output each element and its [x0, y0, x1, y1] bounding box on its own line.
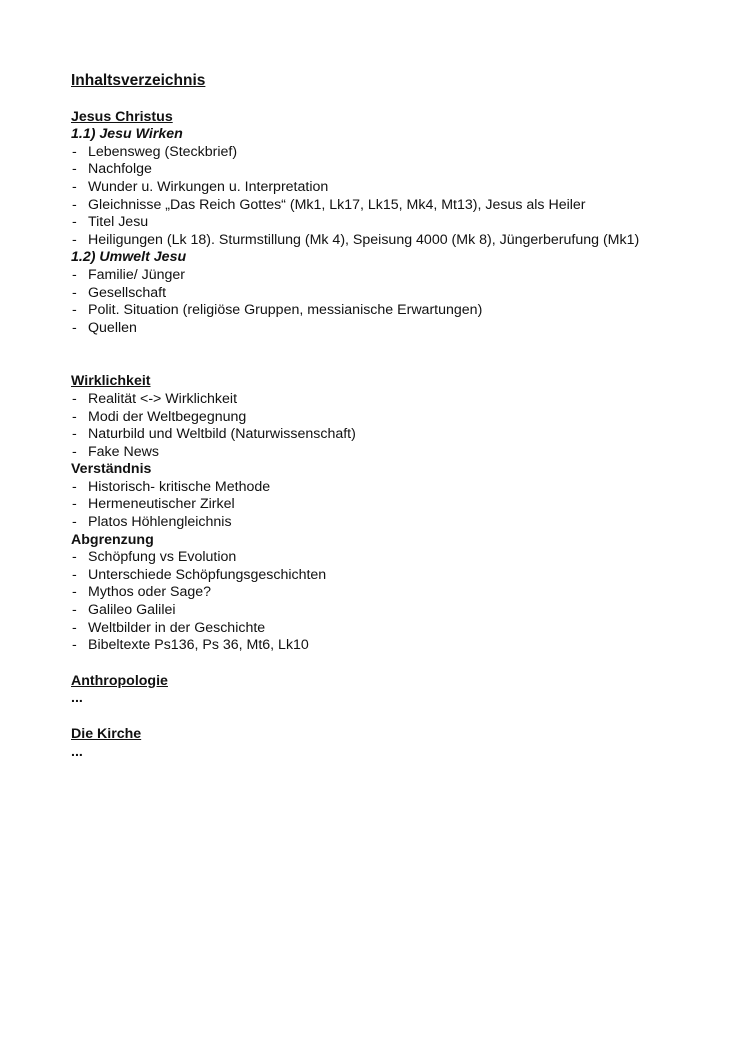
dash-bullet: -: [72, 390, 77, 407]
dash-bullet: -: [72, 284, 77, 301]
dash-bullet: -: [72, 161, 77, 178]
dash-bullet: -: [72, 426, 77, 443]
dash-bullet: -: [72, 443, 77, 460]
dash-bullet: -: [72, 143, 77, 160]
dash-bullet: -: [72, 266, 77, 283]
dash-bullet: -: [72, 619, 77, 636]
list-item: - Naturbild und Weltbild (Naturwissenschaft): [72, 426, 356, 443]
list-item: - Realität <-> Wirklichkeit: [72, 390, 238, 407]
subsection-heading-umwelt-jesu: 1.2) Umwelt Jesu: [71, 249, 187, 266]
dash-bullet: -: [72, 637, 77, 654]
list-item: - Galileo Galilei: [72, 602, 176, 619]
list-item: - Gesellschaft: [72, 284, 167, 301]
placeholder-ellipsis: ...: [71, 690, 83, 707]
list-item: - Heiligungen (Lk 18). Sturmstillung (Mk 4), Speisung 4000 (Mk 8), Jüngerberufung (Mk1): [72, 231, 640, 248]
section-heading-wirklichkeit: Wirklichkeit: [71, 373, 151, 390]
dash-bullet: -: [72, 549, 77, 566]
dash-bullet: -: [72, 214, 77, 231]
document-page: [71, 72, 711, 761]
list-item: - Unterschiede Schöpfungsgeschichten: [72, 566, 327, 583]
list-item: - Weltbilder in der Geschichte: [72, 619, 266, 636]
list-item: - Gleichnisse „Das Reich Gottes“ (Mk1, Lk17, Lk15, Mk4, Mt13), Jesus als Heiler: [72, 196, 586, 213]
list-item: - Schöpfung vs Evolution: [72, 549, 237, 566]
subsection-heading-verstaendnis: Verständnis: [71, 461, 152, 478]
section-heading-anthropologie: Anthropologie: [71, 672, 168, 689]
dash-bullet: -: [72, 478, 77, 495]
placeholder-ellipsis: ...: [71, 743, 83, 760]
section-jesus-christus: [71, 109, 711, 338]
section-anthropologie: [71, 673, 711, 708]
section-heading-die-kirche: Die Kirche: [71, 726, 142, 742]
list-item: - Hermeneutischer Zirkel: [72, 496, 235, 513]
list-item: - Familie/ Jünger: [72, 266, 185, 283]
section-die-kirche: [71, 726, 711, 761]
list-item: - Modi der Weltbegegnung: [72, 408, 247, 425]
spacer: [71, 708, 711, 726]
section-heading-jesus-christus: Jesus Christus: [71, 108, 173, 125]
dash-bullet: -: [72, 566, 77, 583]
list-item: - Quellen: [72, 319, 137, 336]
dash-bullet: -: [72, 602, 77, 619]
dash-bullet: -: [72, 408, 77, 425]
dash-bullet: -: [72, 231, 77, 248]
list-wirklichkeit: [71, 391, 711, 461]
list-item: - Platos Höhlengleichnis: [72, 514, 232, 531]
list-item: - Lebensweg (Steckbrief): [72, 143, 238, 160]
list-item: - Nachfolge: [72, 161, 152, 178]
list-verstaendnis: [71, 479, 711, 532]
list-item: - Titel Jesu: [72, 214, 149, 231]
subsection-heading-jesu-wirken: 1.1) Jesu Wirken: [71, 126, 183, 143]
dash-bullet: -: [72, 496, 77, 513]
dash-bullet: -: [72, 178, 77, 195]
list-item: - Fake News: [72, 443, 159, 460]
list-item: - Wunder u. Wirkungen u. Interpretation: [72, 178, 329, 195]
spacer: [71, 337, 711, 373]
list-jesu-wirken: [71, 144, 711, 250]
list-item: - Historisch- kritische Methode: [72, 478, 271, 495]
dash-bullet: -: [72, 302, 77, 319]
section-wirklichkeit: [71, 373, 711, 655]
subsection-heading-abgrenzung: Abgrenzung: [71, 531, 154, 548]
spacer: [71, 655, 711, 673]
list-abgrenzung: [71, 549, 711, 655]
document-title: Inhaltsverzeichnis: [71, 72, 206, 89]
list-item: - Polit. Situation (religiöse Gruppen, messianische Erwartungen): [72, 302, 483, 319]
dash-bullet: -: [72, 584, 77, 601]
dash-bullet: -: [72, 196, 77, 213]
list-umwelt-jesu: [71, 267, 711, 337]
list-item: - Bibeltexte Ps136, Ps 36, Mt6, Lk10: [72, 637, 309, 654]
dash-bullet: -: [72, 319, 77, 336]
list-item: - Mythos oder Sage?: [72, 584, 212, 601]
dash-bullet: -: [72, 514, 77, 531]
